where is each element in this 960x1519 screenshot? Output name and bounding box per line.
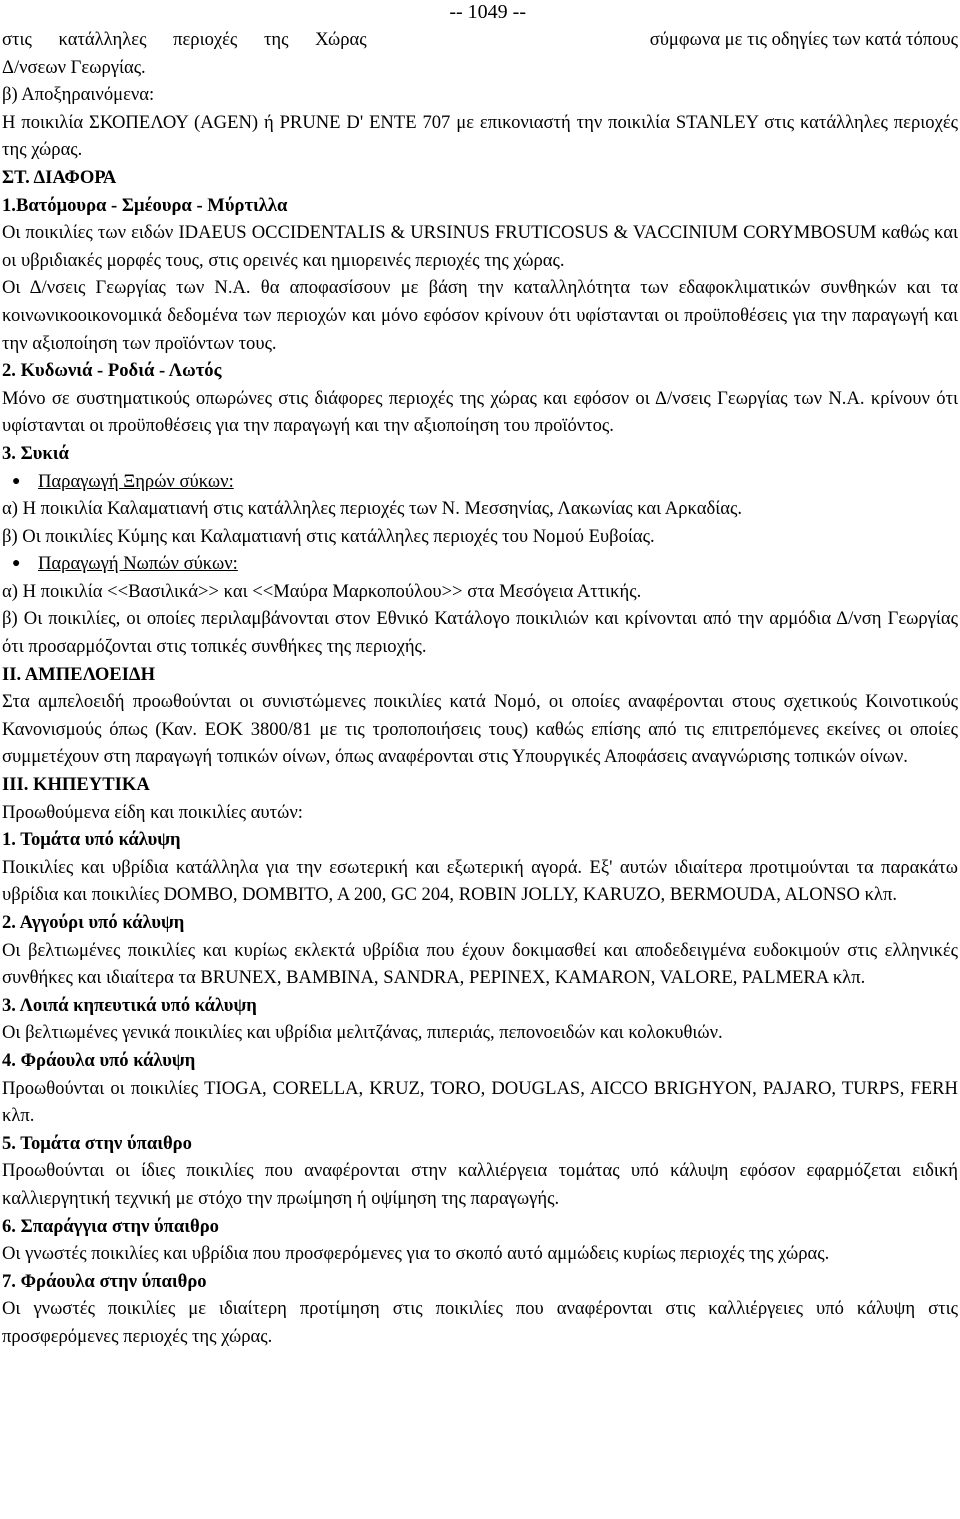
- bullet-label: Παραγωγή Ξηρών σύκων:: [38, 470, 234, 492]
- text-fragment: σύμφωνα με τις οδηγίες των κατά τόπους: [649, 29, 958, 50]
- section-heading: ΣΤ. ΔΙΑΦΟΡΑ: [2, 166, 117, 188]
- subsection-heading: 2. Αγγούρι υπό κάλυψη: [2, 912, 185, 933]
- paragraph: Προωθούνται οι ίδιες ποικιλίες που αναφέρονται στην καλλιέργεια τομάτας υπό κάλυψη εφόσον εφαρμόζεται ειδική καλλιεργητική τεχνική με στόχο την πρωίμηση ή οψίμηση της παραγωγής.: [2, 1160, 958, 1209]
- paragraph: Ποικιλίες και υβρίδια κατάλληλα για την εσωτερική και εξωτερική αγορά. Εξ' αυτών ιδιαίτερα προτιμούνται τα παρακάτω υβρίδια και ποικιλίες DOMBO, DOMBITO, A 200, GC 204, ROBIN JOLLY, KARUZO, BERMOUDA, ALONSO κλπ.: [2, 856, 958, 906]
- paragraph: β) Αποξηραινόμενα:: [2, 84, 155, 106]
- text-fragment: στις κατάλληλες περιοχές της Χώρας: [2, 29, 367, 50]
- subsection-heading: 4. Φράουλα υπό κάλυψη: [2, 1049, 196, 1071]
- section-heading: ΙΙΙ. ΚΗΠΕΥΤΙΚΑ: [2, 774, 150, 796]
- paragraph: Οι βελτιωμένες γενικά ποικιλίες και υβρίδια μελιτζάνας, πιπεριάς, πεπονοειδών και κολοκυθιών.: [2, 1022, 723, 1044]
- paragraph: Δ/νσεων Γεωργίας.: [2, 56, 146, 78]
- section-heading: ΙΙ. ΑΜΠΕΛΟΕΙΔΗ: [2, 663, 156, 685]
- subsection-heading: 1.Βατόμουρα - Σμέουρα - Μύρτιλλα: [2, 194, 288, 216]
- subsection-heading: 3. Συκιά: [2, 442, 69, 464]
- page-number: -- 1049 --: [449, 1, 526, 23]
- bullet-item: [2, 468, 958, 496]
- subsection-heading: 3. Λοιπά κηπευτικά υπό κάλυψη: [2, 994, 257, 1016]
- paragraph: α) Η ποικιλία <<Βασιλικά>> και <<Μαύρα Μαρκοπούλου>> στα Μεσόγεια Αττικής.: [2, 580, 642, 602]
- paragraph: Οι γνωστές ποικιλίες και υβρίδια που προσφερόμενες για το σκοπό αυτό αμμώδεις κυρίως περιοχές της χώρας.: [2, 1243, 830, 1265]
- bullet-item: [2, 550, 958, 578]
- bullet-label: Παραγωγή Νωπών σύκων:: [38, 553, 238, 575]
- paragraph: Προωθούμενα είδη και ποικιλίες αυτών:: [2, 801, 303, 823]
- subsection-heading: 7. Φράουλα στην ύπαιθρο: [2, 1270, 207, 1292]
- subsection-heading: 1. Τομάτα υπό κάλυψη: [2, 829, 181, 851]
- paragraph: β) Οι ποικιλίες Κύμης και Καλαματιανή στις κατάλληλες περιοχές του Νομού Ευβοίας.: [2, 525, 655, 547]
- subsection-heading: 6. Σπαράγγια στην ύπαιθρο: [2, 1215, 219, 1237]
- paragraph: Οι βελτιωμένες ποικιλίες και κυρίως εκλεκτά υβρίδια που έχουν δοκιμασθεί και αποδεδειγμένα ευδοκιμούν στις ελληνικές συνθήκες και ιδιαίτερα τα BRUNEX, BAMBINA, SANDRA, PEPINEX, KAMARON, VALORE, PALMERA κλπ.: [2, 939, 958, 989]
- subsection-heading: 2. Κυδωνιά - Ροδιά - Λωτός: [2, 360, 222, 382]
- bullet-icon: ●: [12, 473, 21, 489]
- paragraph: Στα αμπελοειδή προωθούνται οι συνιστώμενες ποικιλίες κατά Νομό, οι οποίες αναφέρονται στους σχετικούς Κοινοτικούς Κανονισμούς όπως (Καν. ΕΟΚ 3800/81 με τις τροποποιήσεις τους) καθώς επίσης από τις επιτρεπόμενες εκείνες οι οποίες συμμετέχουν στη παραγωγή τοπικών οίνων, όπως αναφέρονται στις Υπουργικές Αποφάσεις αναγνώρισης τοπικών οίνων.: [2, 691, 958, 768]
- bullet-icon: ●: [12, 556, 21, 572]
- subsection-heading: 5. Τομάτα στην ύπαιθρο: [2, 1132, 192, 1154]
- paragraph: Η ποικιλία ΣΚΟΠΕΛΟΥ (AGEN) ή PRUNE D' ENTE 707 με επικονιαστή την ποικιλία STANLEY στις κατάλληλες περιοχές της χώρας.: [2, 111, 958, 161]
- paragraph: Οι Δ/νσεις Γεωργίας των Ν.Α. θα αποφασίσουν με βάση την καταλληλότητα των εδαφοκλιματικών συνθηκών και τα κοινωνικοοικονομικά δεδομένα των περιοχών και μόνο εφόσον κρίνουν ότι υφίστανται οι προϋποθέσεις για την παραγωγή και την αξιοποίηση των προϊόντων τους.: [2, 277, 958, 354]
- paragraph: Προωθούνται οι ποικιλίες TIOGA, CORELLA, KRUZ, TORO, DOUGLAS, AICCO BRIGHYON, PAJARO, TURPS, FERH κλπ.: [2, 1077, 958, 1127]
- paragraph-intro-line: [2, 26, 958, 54]
- paragraph: Οι ποικιλίες των ειδών IDAEUS OCCIDENTALIS & URSINUS FRUTICOSUS & VACCINIUM CORYMBOSUM καθώς και οι υβριδιακές μορφές τους, στις ορεινές και ημιορεινές περιοχές της χώρας.: [2, 222, 958, 271]
- paragraph: Οι γνωστές ποικιλίες με ιδιαίτερη προτίμηση στις ποικιλίες που αναφέρονται στις καλλιέργειες υπό κάλυψη στις προσφερόμενες περιοχές της χώρας.: [2, 1298, 958, 1347]
- paragraph: β) Οι ποικιλίες, οι οποίες περιλαμβάνονται στον Εθνικό Κατάλογο ποικιλιών και κρίνονται από την αρμόδια Δ/νση Γεωργίας ότι προσαρμόζονται στις τοπικές συνθήκες της περιοχής.: [2, 608, 958, 658]
- paragraph: Μόνο σε συστηματικούς οπωρώνες στις διάφορες περιοχές της χώρας και εφόσον οι Δ/νσεις Γεωργίας των Ν.Α. κρίνουν ότι υφίστανται οι προϋποθέσεις για την παραγωγή και την αξιοποίηση του προϊόντος.: [2, 387, 958, 437]
- paragraph: α) Η ποικιλία Καλαματιανή στις κατάλληλες περιοχές των Ν. Μεσσηνίας, Λακωνίας και Αρκαδίας.: [2, 498, 742, 520]
